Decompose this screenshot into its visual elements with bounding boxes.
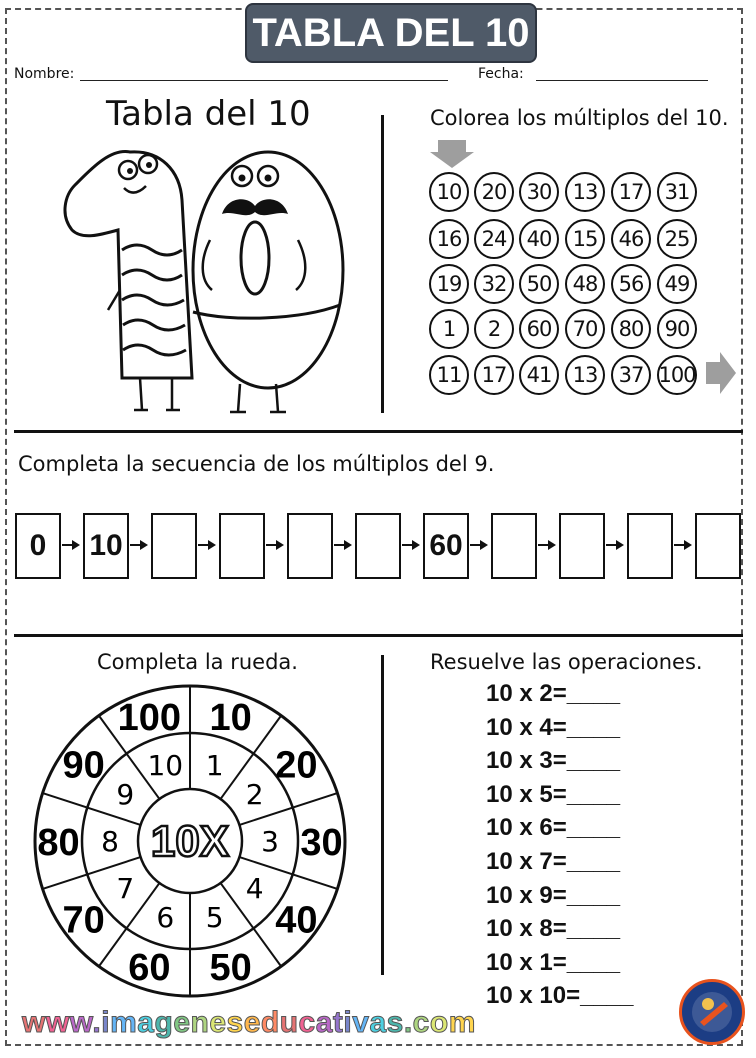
operation-item[interactable]: 10 x 5=____: [486, 780, 621, 808]
footer-website: www.imageneseducativas.com: [22, 1006, 476, 1039]
wheel-inner-number: 2: [245, 777, 264, 811]
grid-number-circle[interactable]: 17: [611, 172, 651, 212]
grid-number-circle[interactable]: 80: [611, 309, 651, 349]
date-line[interactable]: [536, 80, 708, 81]
grid-number-circle[interactable]: 15: [565, 219, 605, 259]
wheel-outer-number[interactable]: 20: [275, 744, 318, 787]
wheel-outer-number[interactable]: 90: [62, 744, 105, 787]
wheel-outer-number[interactable]: 10: [209, 696, 252, 739]
wheel-outer-number[interactable]: 70: [62, 899, 105, 942]
grid-number-circle[interactable]: 60: [519, 309, 559, 349]
grid-number-circle[interactable]: 46: [611, 219, 651, 259]
grid-number-circle[interactable]: 56: [611, 264, 651, 304]
operation-item[interactable]: 10 x 6=____: [486, 814, 621, 842]
grid-number-circle[interactable]: 25: [657, 219, 697, 259]
grid-number-circle[interactable]: 2: [474, 309, 514, 349]
wheel-inner-number: 4: [245, 872, 264, 906]
sequence-arrow-icon: [674, 537, 694, 553]
sequence-arrow-icon: [538, 537, 558, 553]
grid-number-circle[interactable]: 20: [474, 172, 514, 212]
divider-horizontal-2: [14, 634, 743, 637]
grid-number-circle[interactable]: 40: [519, 219, 559, 259]
grid-number-circle[interactable]: 37: [611, 355, 651, 395]
sequence-box: 60: [423, 513, 469, 579]
grid-number-circle[interactable]: 10: [429, 172, 469, 212]
multiplication-wheel: [32, 683, 348, 999]
grid-number-circle[interactable]: 41: [519, 355, 559, 395]
wheel-outer-number[interactable]: 40: [275, 899, 318, 942]
number-ten-illustration: [50, 140, 350, 420]
grid-number-circle[interactable]: 90: [657, 309, 697, 349]
sequence-arrow-icon: [130, 537, 150, 553]
operation-item[interactable]: 10 x 1=____: [486, 948, 621, 976]
grid-number-circle[interactable]: 16: [429, 219, 469, 259]
sequence-arrow-icon: [334, 537, 354, 553]
wheel-outer-number[interactable]: 80: [37, 822, 80, 864]
grid-number-circle[interactable]: 48: [565, 264, 605, 304]
wheel-outer-number[interactable]: 100: [117, 696, 182, 739]
divider-vertical-top: [381, 115, 384, 413]
wheel-inner-number: 9: [116, 777, 135, 811]
divider-horizontal-1: [14, 430, 743, 433]
grid-number-circle[interactable]: 17: [474, 355, 514, 395]
grid-number-circle[interactable]: 1: [429, 309, 469, 349]
operation-item[interactable]: 10 x 7=____: [486, 848, 621, 875]
operation-item[interactable]: 10 x 4=____: [486, 713, 621, 741]
sequence-arrow-icon: [266, 537, 286, 553]
sequence-arrow-icon: [62, 537, 82, 553]
sequence-box[interactable]: [287, 513, 333, 579]
operation-item[interactable]: 10 x 10=____: [486, 982, 634, 1010]
wheel-inner-number: 3: [261, 825, 279, 858]
digit-one-shape: [65, 152, 192, 378]
sequence-box: 10: [83, 513, 129, 579]
operation-item[interactable]: 10 x 8=____: [486, 915, 621, 943]
sequence-arrow-icon: [606, 537, 626, 553]
wheel-inner-number: 1: [205, 748, 224, 782]
sequence-box[interactable]: [695, 513, 741, 579]
wheel-inner-number: 5: [205, 901, 224, 935]
wheel-inner-number: 10: [147, 748, 184, 782]
wheel-center-label: 10X: [150, 817, 230, 866]
sequence-arrow-icon: [198, 537, 218, 553]
end-arrow-icon: [706, 350, 738, 396]
grid-number-circle[interactable]: 13: [565, 172, 605, 212]
grid-number-circle[interactable]: 30: [519, 172, 559, 212]
wheel-inner-number: 6: [156, 901, 175, 935]
operations-instruction: Resuelve las operaciones.: [430, 650, 703, 674]
sequence-instruction: Completa la secuencia de los múltiplos del 9.: [18, 452, 495, 476]
sequence-box[interactable]: [219, 513, 265, 579]
start-arrow-icon: [428, 140, 476, 170]
grid-number-circle[interactable]: 100: [657, 355, 697, 395]
sequence-box[interactable]: [627, 513, 673, 579]
grid-number-circle[interactable]: 50: [519, 264, 559, 304]
wheel-inner-number: 8: [101, 825, 119, 858]
operation-item[interactable]: 10 x 2=____: [486, 680, 621, 707]
grid-number-circle[interactable]: 11: [429, 355, 469, 395]
wheel-outer-number[interactable]: 30: [300, 822, 343, 864]
coloring-instruction: Colorea los múltiplos del 10.: [430, 106, 729, 130]
wheel-inner-number: 7: [116, 872, 135, 906]
illustration-title: Tabla del 10: [106, 94, 311, 134]
page-title: TABLA DEL 10: [245, 3, 537, 63]
sequence-box[interactable]: [151, 513, 197, 579]
grid-number-circle[interactable]: 31: [657, 172, 697, 212]
wheel-instruction: Completa la rueda.: [97, 650, 298, 674]
sequence-box: 0: [15, 513, 61, 579]
sequence-arrow-icon: [402, 537, 422, 553]
operation-item[interactable]: 10 x 9=____: [486, 881, 621, 909]
name-label: Nombre:: [14, 66, 75, 82]
grid-number-circle[interactable]: 13: [565, 355, 605, 395]
grid-number-circle[interactable]: 49: [657, 264, 697, 304]
wheel-outer-number[interactable]: 50: [209, 947, 252, 990]
grid-number-circle[interactable]: 70: [565, 309, 605, 349]
sequence-box[interactable]: [491, 513, 537, 579]
grid-number-circle[interactable]: 24: [474, 219, 514, 259]
divider-vertical-bottom: [381, 655, 384, 975]
sequence-arrow-icon: [470, 537, 490, 553]
wheel-outer-number[interactable]: 60: [128, 947, 171, 990]
grid-number-circle[interactable]: 19: [429, 264, 469, 304]
grid-number-circle[interactable]: 32: [474, 264, 514, 304]
date-label: Fecha:: [478, 66, 524, 82]
publisher-logo: [679, 979, 745, 1045]
operation-item[interactable]: 10 x 3=____: [486, 747, 621, 775]
sequence-box[interactable]: [355, 513, 401, 579]
sequence-box[interactable]: [559, 513, 605, 579]
name-line[interactable]: [80, 80, 448, 81]
